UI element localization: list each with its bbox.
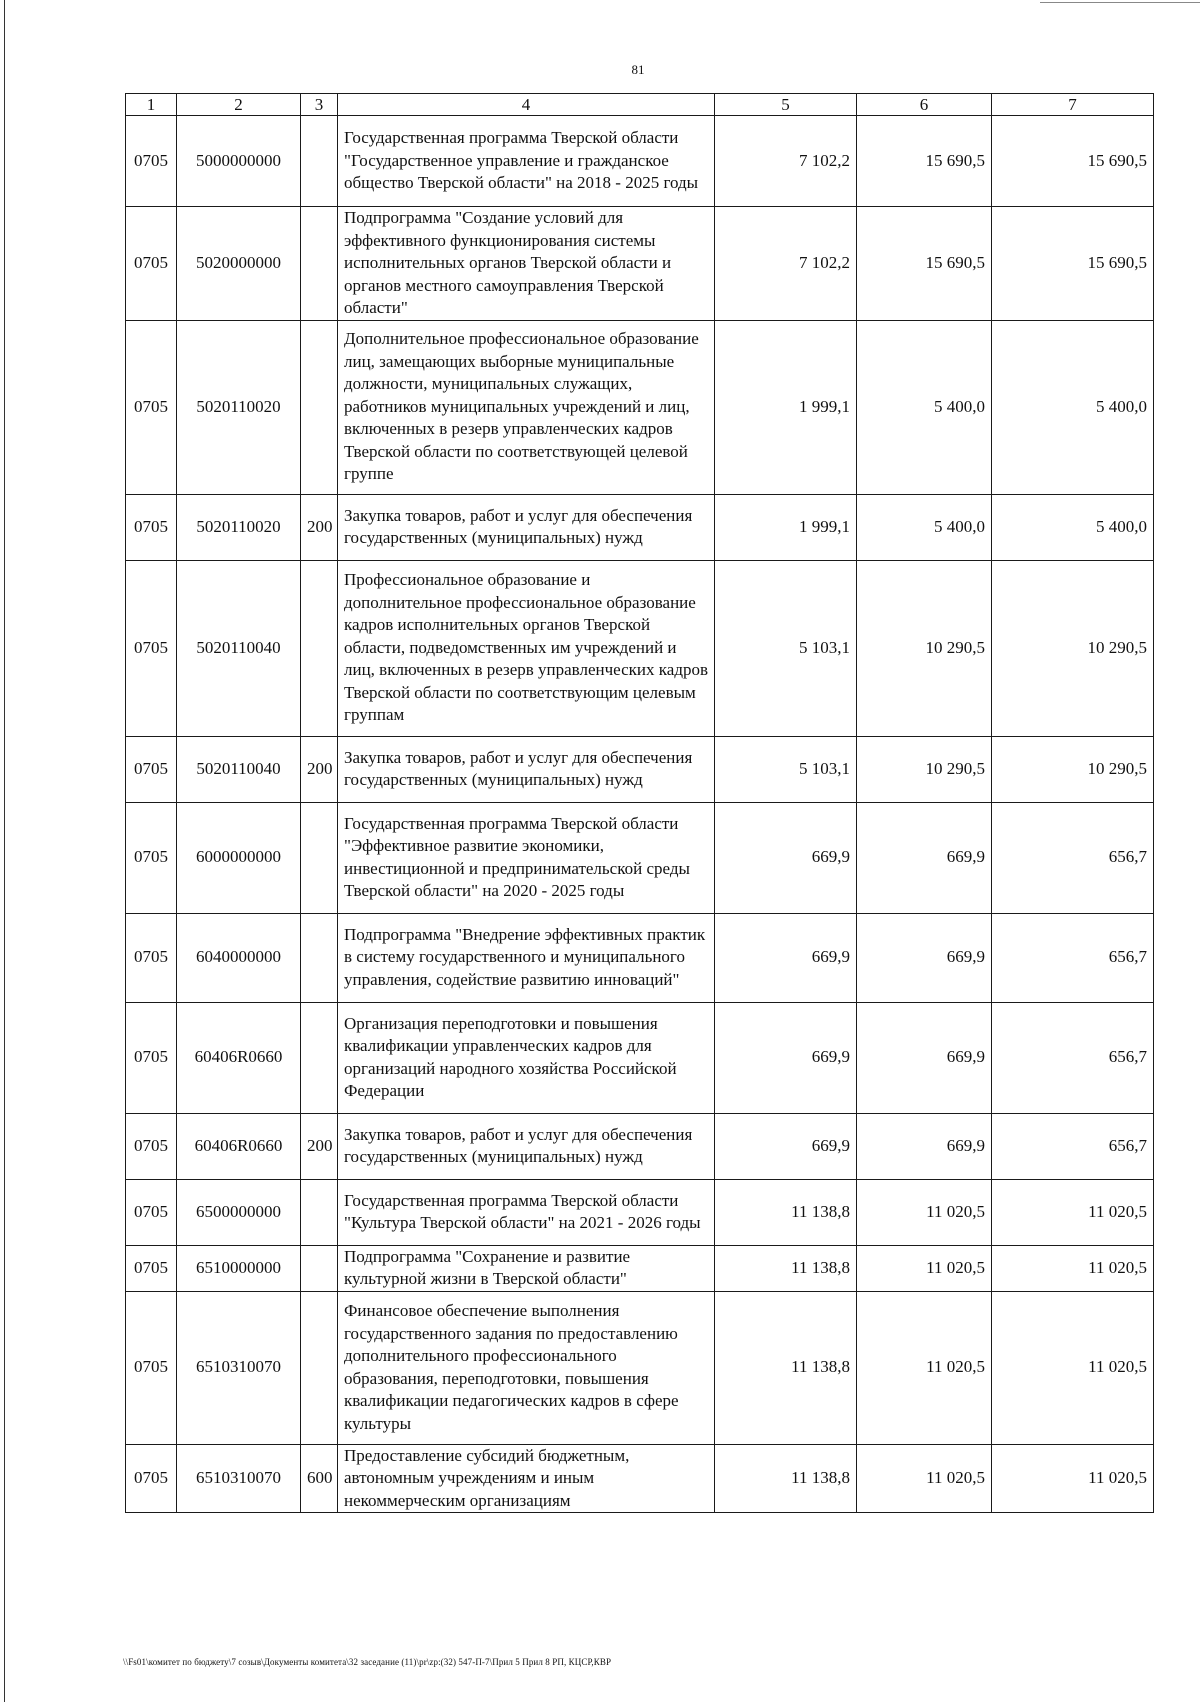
cell-value-7: 11 020,5 <box>992 1245 1154 1291</box>
table-row <box>126 560 1154 736</box>
cell-expense-type: 200 <box>301 1113 338 1179</box>
cell-expense-type <box>301 560 338 736</box>
cell-value-6: 11 020,5 <box>857 1291 992 1444</box>
table-row <box>126 1113 1154 1179</box>
cell-value-5: 11 138,8 <box>715 1291 857 1444</box>
cell-value-7: 656,7 <box>992 913 1154 1002</box>
cell-value-5: 7 102,2 <box>715 207 857 321</box>
cell-section: 0705 <box>126 494 177 560</box>
cell-target-code: 6510000000 <box>177 1245 301 1291</box>
cell-value-5: 1 999,1 <box>715 494 857 560</box>
cell-target-code: 6000000000 <box>177 802 301 913</box>
cell-section: 0705 <box>126 1113 177 1179</box>
cell-value-5: 669,9 <box>715 802 857 913</box>
cell-target-code: 6040000000 <box>177 913 301 1002</box>
table-row <box>126 1245 1154 1291</box>
cell-value-7: 11 020,5 <box>992 1179 1154 1245</box>
cell-value-5: 669,9 <box>715 913 857 1002</box>
cell-name: Организация переподготовки и повышения квалификации управленческих кадров для организаций народного хозяйства Российской Федерации <box>338 1002 715 1113</box>
cell-name: Государственная программа Тверской области "Культура Тверской области" на 2021 - 2026 годы <box>338 1179 715 1245</box>
cell-target-code: 6510310070 <box>177 1444 301 1513</box>
cell-section: 0705 <box>126 802 177 913</box>
cell-value-7: 11 020,5 <box>992 1444 1154 1513</box>
cell-section: 0705 <box>126 736 177 802</box>
cell-target-code: 5020110020 <box>177 494 301 560</box>
cell-value-6: 10 290,5 <box>857 560 992 736</box>
cell-expense-type <box>301 802 338 913</box>
table-row <box>126 1444 1154 1513</box>
cell-value-7: 15 690,5 <box>992 207 1154 321</box>
cell-name: Профессиональное образование и дополнительное профессиональное образование кадров исполнительных органов Тверской области, подведомственных им учреждений и лиц, включенных в резерв управленческих кадров Тверской области по соответствующим целевым группам <box>338 560 715 736</box>
cell-value-6: 11 020,5 <box>857 1444 992 1513</box>
budget-table <box>125 93 1154 1513</box>
cell-expense-type <box>301 207 338 321</box>
cell-value-5: 1 999,1 <box>715 320 857 494</box>
footer-file-path: \\Fs01\комитет по бюджету\7 созыв\Документы комитета\32 заседание (11)\pr\zp:(32) 547-П-7\Прил 5 Прил 8 РП, КЦСР,КВР <box>123 1657 612 1667</box>
cell-value-7: 656,7 <box>992 1113 1154 1179</box>
cell-value-6: 11 020,5 <box>857 1245 992 1291</box>
cell-value-6: 669,9 <box>857 1113 992 1179</box>
cell-value-6: 5 400,0 <box>857 494 992 560</box>
column-header: 6 <box>857 94 992 116</box>
cell-value-6: 15 690,5 <box>857 116 992 207</box>
cell-value-5: 5 103,1 <box>715 560 857 736</box>
column-header: 5 <box>715 94 857 116</box>
cell-expense-type <box>301 1245 338 1291</box>
cell-value-5: 5 103,1 <box>715 736 857 802</box>
cell-value-6: 669,9 <box>857 802 992 913</box>
cell-section: 0705 <box>126 1444 177 1513</box>
cell-expense-type: 200 <box>301 736 338 802</box>
cell-section: 0705 <box>126 207 177 321</box>
cell-name: Подпрограмма "Сохранение и развитие культурной жизни в Тверской области" <box>338 1245 715 1291</box>
cell-section: 0705 <box>126 1245 177 1291</box>
column-header: 4 <box>338 94 715 116</box>
table-row <box>126 1291 1154 1444</box>
cell-name: Подпрограмма "Внедрение эффективных практик в систему государственного и муниципального управления, содействие развитию инноваций" <box>338 913 715 1002</box>
cell-value-6: 10 290,5 <box>857 736 992 802</box>
cell-section: 0705 <box>126 320 177 494</box>
cell-name: Государственная программа Тверской области "Эффективное развитие экономики, инвестиционной и предпринимательской среды Тверской области" на 2020 - 2025 годы <box>338 802 715 913</box>
cell-value-5: 669,9 <box>715 1113 857 1179</box>
cell-name: Предоставление субсидий бюджетным, автономным учреждениям и иным некоммерческим организациям <box>338 1444 715 1513</box>
table-row <box>126 736 1154 802</box>
column-header: 7 <box>992 94 1154 116</box>
table-row <box>126 1179 1154 1245</box>
cell-expense-type: 200 <box>301 494 338 560</box>
column-header: 2 <box>177 94 301 116</box>
cell-target-code: 5020110040 <box>177 736 301 802</box>
cell-name: Финансовое обеспечение выполнения государственного задания по предоставлению дополнительного профессионального образования, переподготовки, повышения квалификации педагогических кадров в сфере культуры <box>338 1291 715 1444</box>
cell-expense-type <box>301 1179 338 1245</box>
cell-name: Государственная программа Тверской области "Государственное управление и гражданское общество Тверской области" на 2018 - 2025 годы <box>338 116 715 207</box>
cell-name: Подпрограмма "Создание условий для эффективного функционирования системы исполнительных органов Тверской области и органов местного самоуправления Тверской области" <box>338 207 715 321</box>
cell-target-code: 6500000000 <box>177 1179 301 1245</box>
cell-name: Закупка товаров, работ и услуг для обеспечения государственных (муниципальных) нужд <box>338 1113 715 1179</box>
cell-value-7: 11 020,5 <box>992 1291 1154 1444</box>
cell-target-code: 5000000000 <box>177 116 301 207</box>
cell-expense-type: 600 <box>301 1444 338 1513</box>
table-row <box>126 494 1154 560</box>
cell-value-5: 11 138,8 <box>715 1444 857 1513</box>
cell-value-6: 11 020,5 <box>857 1179 992 1245</box>
cell-target-code: 60406R0660 <box>177 1113 301 1179</box>
column-header: 1 <box>126 94 177 116</box>
cell-value-6: 5 400,0 <box>857 320 992 494</box>
cell-section: 0705 <box>126 1291 177 1444</box>
cell-value-5: 11 138,8 <box>715 1245 857 1291</box>
table-row <box>126 207 1154 321</box>
cell-expense-type <box>301 913 338 1002</box>
cell-value-7: 10 290,5 <box>992 560 1154 736</box>
cell-section: 0705 <box>126 913 177 1002</box>
column-header: 3 <box>301 94 338 116</box>
cell-value-5: 7 102,2 <box>715 116 857 207</box>
page-number: 81 <box>631 62 645 77</box>
cell-section: 0705 <box>126 1002 177 1113</box>
cell-name: Закупка товаров, работ и услуг для обеспечения государственных (муниципальных) нужд <box>338 736 715 802</box>
cell-expense-type <box>301 320 338 494</box>
table-row <box>126 1002 1154 1113</box>
cell-value-6: 669,9 <box>857 913 992 1002</box>
scan-edge-top <box>1040 2 1200 3</box>
table-row <box>126 802 1154 913</box>
cell-expense-type <box>301 116 338 207</box>
cell-expense-type <box>301 1002 338 1113</box>
cell-value-7: 656,7 <box>992 1002 1154 1113</box>
cell-value-6: 15 690,5 <box>857 207 992 321</box>
cell-name: Дополнительное профессиональное образование лиц, замещающих выборные муниципальные должности, муниципальных служащих, работников муниципальных учреждений и лиц, включенных в резерв управленческих кадров Тверской области по соответствующей целевой группе <box>338 320 715 494</box>
cell-value-7: 10 290,5 <box>992 736 1154 802</box>
cell-value-7: 5 400,0 <box>992 320 1154 494</box>
cell-value-5: 11 138,8 <box>715 1179 857 1245</box>
cell-target-code: 5020110020 <box>177 320 301 494</box>
header-row <box>126 94 1154 116</box>
table-row <box>126 116 1154 207</box>
cell-value-5: 669,9 <box>715 1002 857 1113</box>
cell-value-7: 656,7 <box>992 802 1154 913</box>
cell-value-7: 15 690,5 <box>992 116 1154 207</box>
cell-section: 0705 <box>126 116 177 207</box>
cell-name: Закупка товаров, работ и услуг для обеспечения государственных (муниципальных) нужд <box>338 494 715 560</box>
cell-section: 0705 <box>126 1179 177 1245</box>
table-row <box>126 320 1154 494</box>
cell-expense-type <box>301 1291 338 1444</box>
scan-edge-left <box>4 0 5 1702</box>
table-row <box>126 913 1154 1002</box>
cell-value-6: 669,9 <box>857 1002 992 1113</box>
cell-target-code: 5020110040 <box>177 560 301 736</box>
cell-value-7: 5 400,0 <box>992 494 1154 560</box>
cell-section: 0705 <box>126 560 177 736</box>
cell-target-code: 60406R0660 <box>177 1002 301 1113</box>
cell-target-code: 6510310070 <box>177 1291 301 1444</box>
cell-target-code: 5020000000 <box>177 207 301 321</box>
